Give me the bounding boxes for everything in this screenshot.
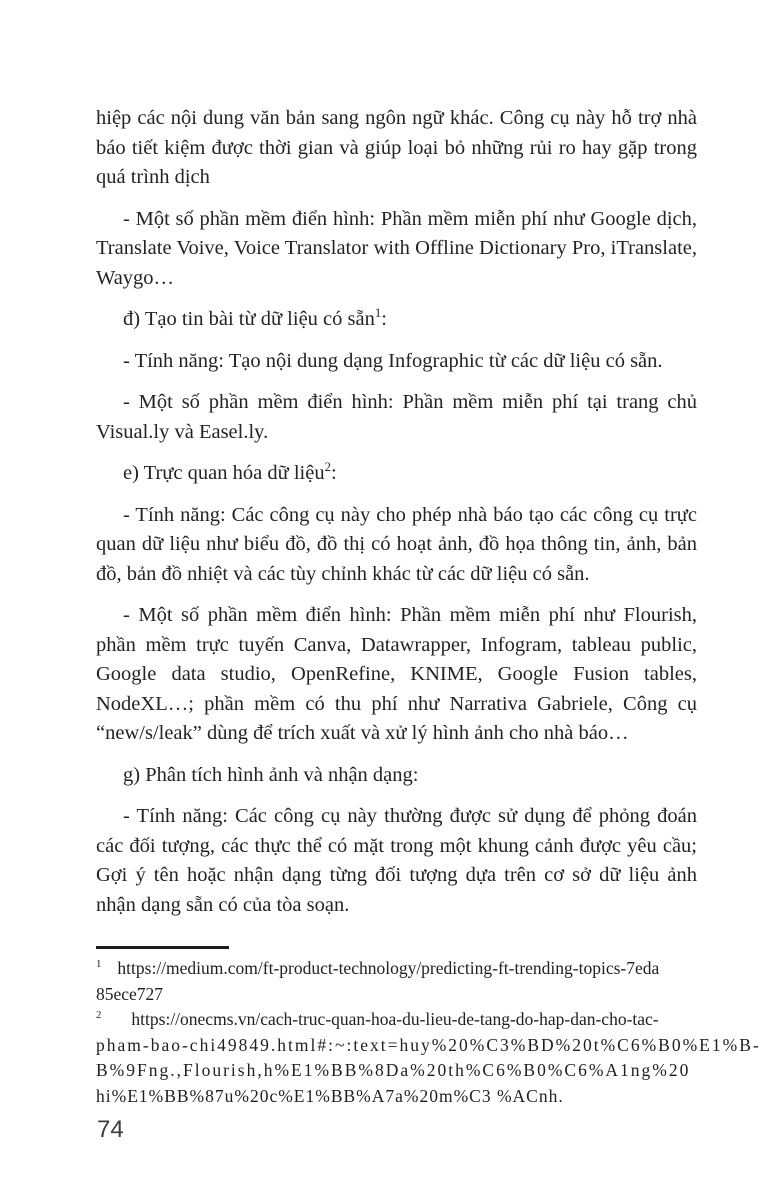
footnote-separator [96,946,229,949]
footnote-1-line-2: 85ece727 [96,983,164,1004]
footnote-2-marker: 2 [96,1009,102,1022]
heading-item-d [96,305,697,335]
heading-item-e [96,459,697,489]
paragraph-translation-continued: hiệp các nội dung văn bản sang ngôn ngữ khác. Công cụ này hỗ trợ nhà báo tiết kiệm được thời gian và giúp loại bỏ những rủi ro hay gặp trong quá trình dịch [96,107,697,188]
footnote-1-url: https://medium.com/ft-product-technology/predicting-ft-trending-topics-7eda [117,958,660,978]
footnote-2-url: https://onecms.vn/cach-truc-quan-hoa-du-lieu-de-tang-do-hap-dan-cho-tac- [131,1009,659,1029]
footnote-ref-1: 1 [374,306,382,321]
footnote-2-line-4: hi%E1%BB%87u%20c%E1%BB%A7a%20m%C3 %ACnh. [96,1085,564,1106]
footnote-2-line-3: B%9Fng.,Flourish,h%E1%BB%8Da%20th%C6%B0%C6%A1ng%20 [96,1060,691,1080]
footnote-1-line-1 [96,956,697,982]
footnote-2-line-1 [96,1007,697,1033]
footnote-1-marker: 1 [96,958,102,971]
heading-item-g: g) Phân tích hình ảnh và nhận dạng: [123,763,419,786]
paragraph-image-recognition-feature: - Tính năng: Các công cụ này thường được sử dụng để phỏng đoán các đối tượng, các thực thể có mặt trong một khung cảnh được yêu cầu; Gợi ý tên hoặc nhận dạng từng đối tượng dựa trên cơ sở dữ liệu ảnh nhận dạng sẵn có của tòa soạn. [96,805,697,916]
footnote-ref-2: 2 [324,460,331,475]
footnote-2-line-2: pham-bao-chi49849.html#:~:text=huy%20%C3%BD%20t%C6%B0%E1%B- [96,1034,761,1055]
page-number: 74 [97,1116,124,1143]
paragraph-visualization-feature: - Tính năng: Các công cụ này cho phép nhà báo tạo các công cụ trực quan dữ liệu như biểu đồ, đồ thị có hoạt ảnh, đồ họa thông tin, ảnh, bản đồ, bản đồ nhiệt và các tùy chỉnh khác từ các dữ liệu có sẵn. [96,503,697,585]
heading-item-d-text: đ) Tạo tin bài từ dữ liệu có sẵn [123,308,375,330]
paragraph-translation-software: - Một số phần mềm điển hình: Phần mềm miễn phí như Google dịch, Translate Voive, Voice Translator with Offline Dictionary Pro, iTranslate, Waygo… [96,207,697,289]
heading-item-d-colon: : [381,308,387,330]
paragraph-visualization-software: - Một số phần mềm điển hình: Phần mềm miễn phí như Flourish, phần mềm trực tuyến Canva, Datawrapper, Infogram, tableau public, Google data studio, OpenRefine, KNIME, Google Fusion tables, NodeXL…; phần mềm có thu phí như Narrativa Gabriele, Công cụ “new/s/leak” dùng để trích xuất và xử lý hình ảnh cho nhà báo… [96,604,697,744]
heading-item-e-text: e) Trực quan hóa dữ liệu [123,462,325,484]
footnotes-section [96,946,761,1109]
heading-item-e-colon: : [330,462,337,484]
paragraph-infographic-software: - Một số phần mềm điển hình: Phần mềm miễn phí tại trang chủ Visual.ly và Easel.ly. [96,391,697,443]
paragraph-infographic-feature: - Tính năng: Tạo nội dung dạng Infographic từ các dữ liệu có sẵn. [123,349,663,372]
page-body [96,104,697,932]
